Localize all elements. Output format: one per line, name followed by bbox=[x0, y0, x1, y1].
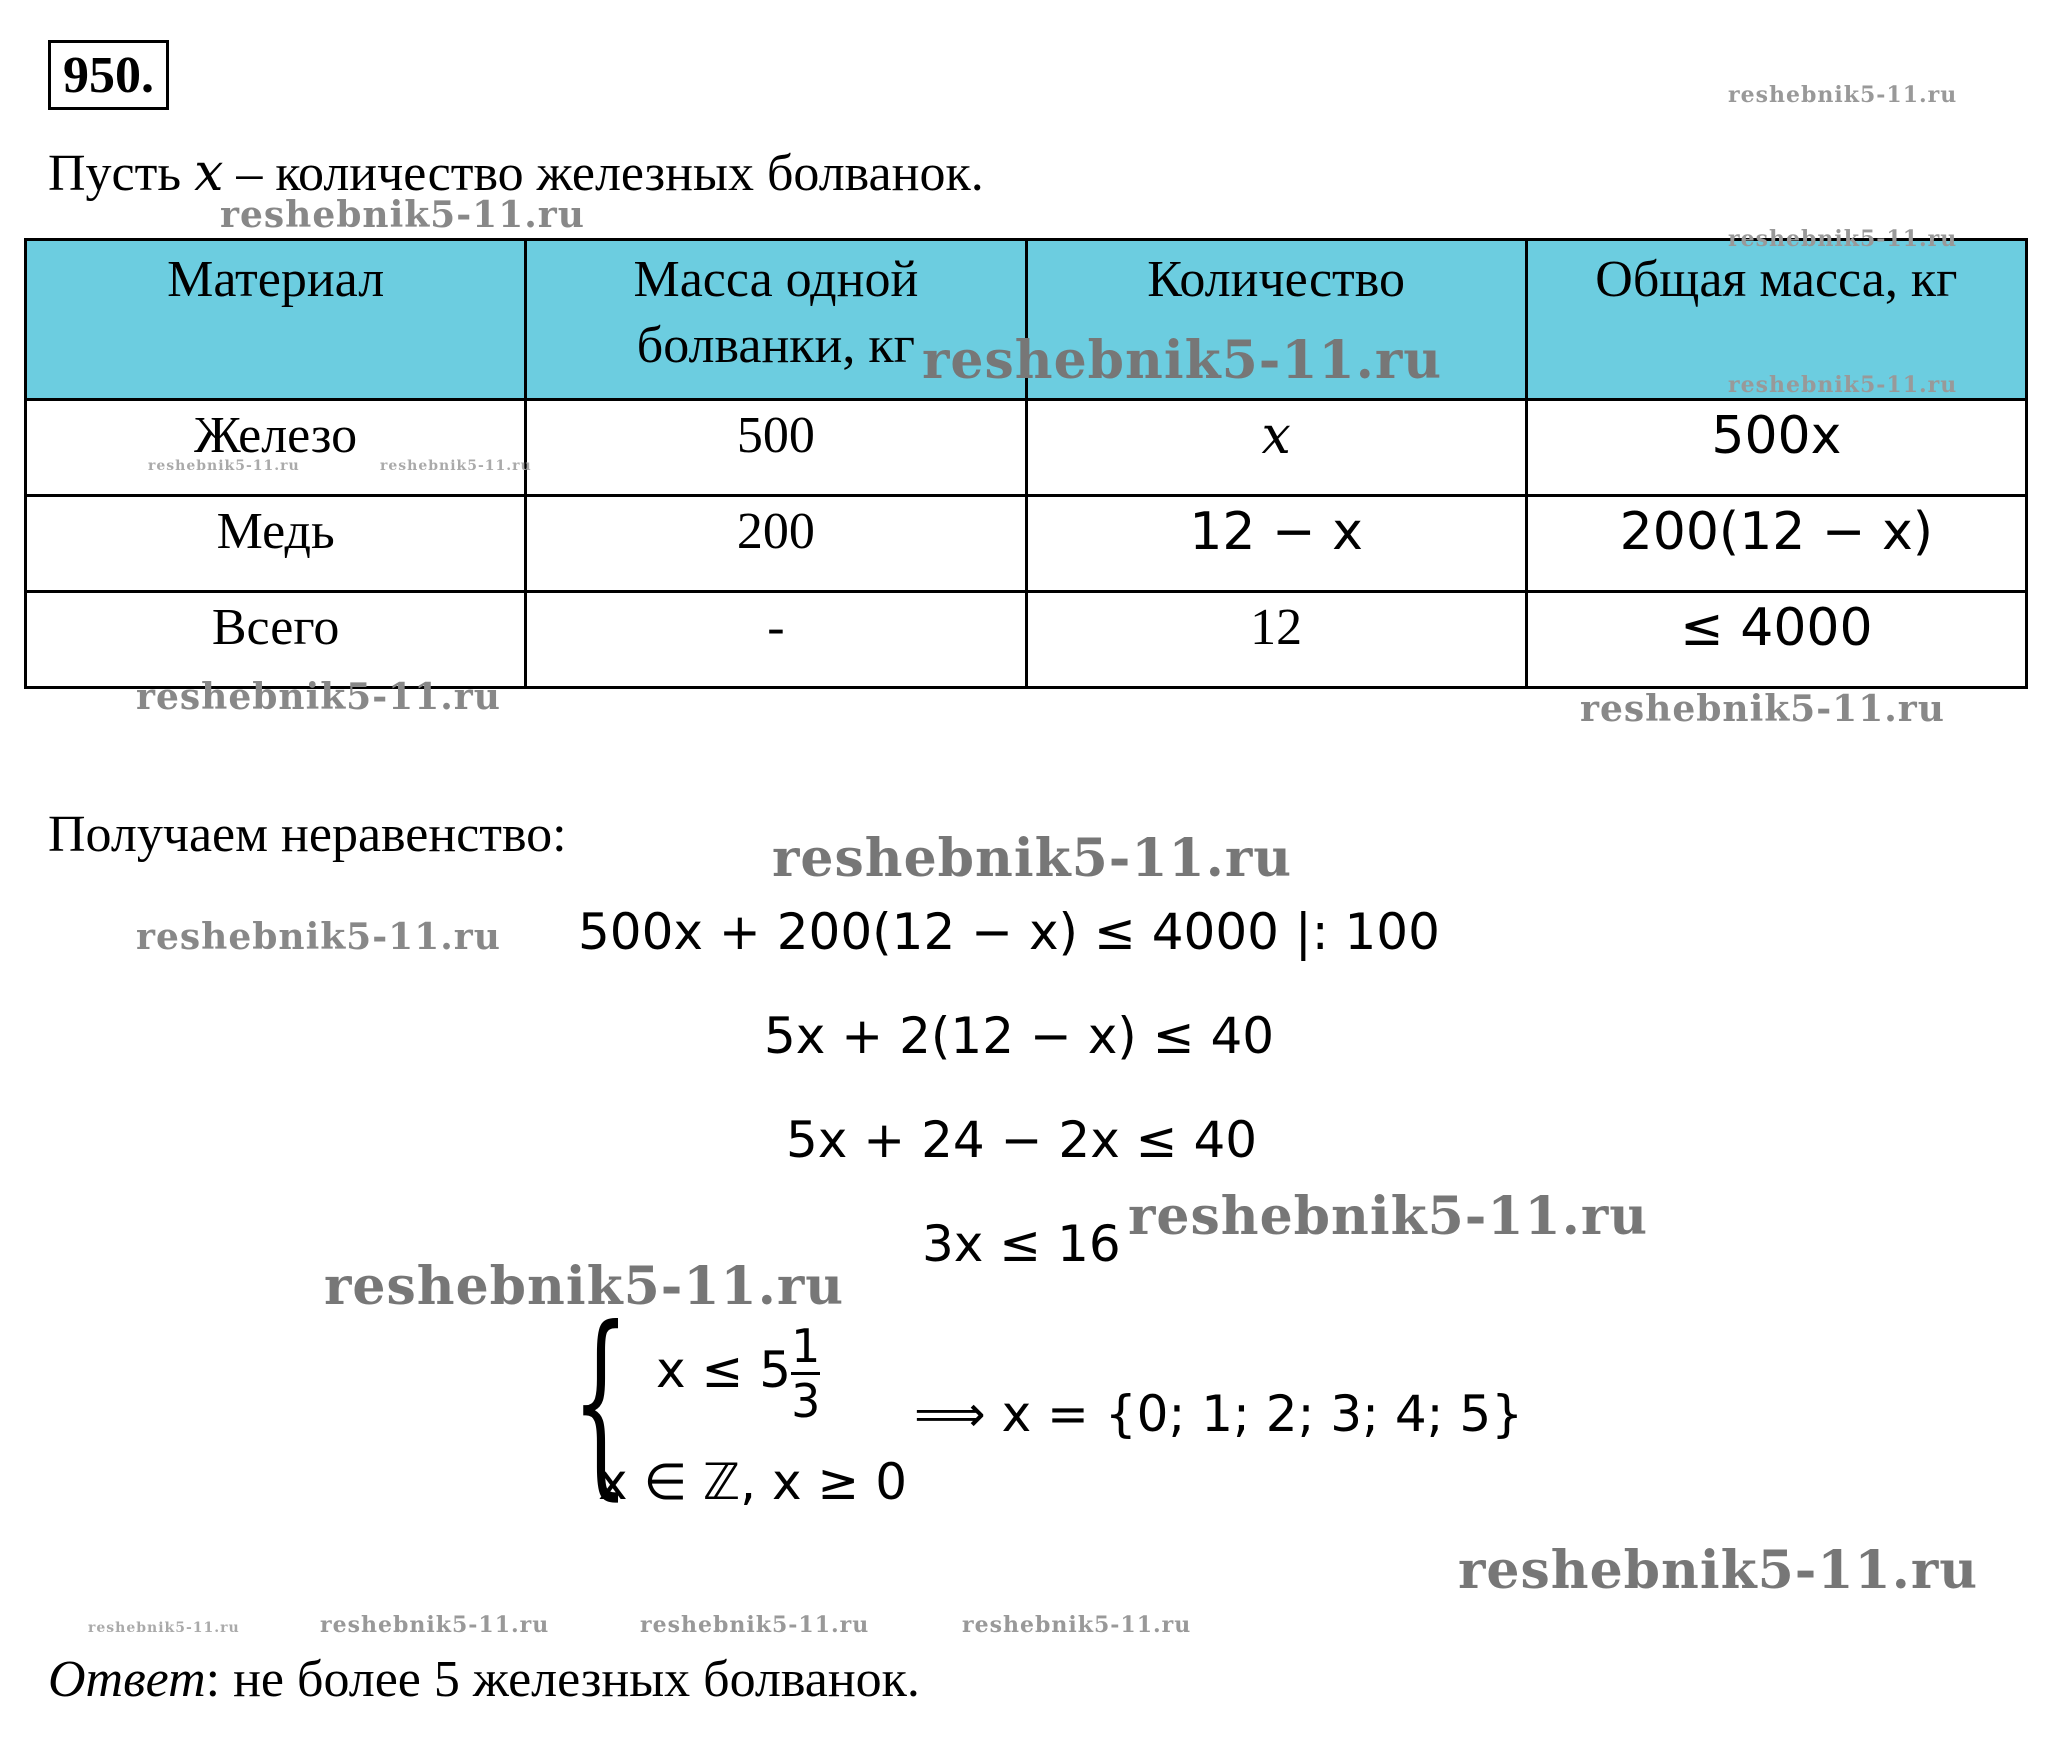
watermark: reshebnik5-11.ru bbox=[1580, 688, 1945, 730]
system-result: ⟹ x = {0; 1; 2; 3; 4; 5} bbox=[914, 1385, 1524, 1443]
table-row bbox=[26, 496, 2027, 592]
header-unit-mass: Масса одной болванки, кг bbox=[526, 240, 1026, 400]
cell-material: Всего bbox=[26, 592, 526, 688]
fraction-denominator: 3 bbox=[791, 1374, 821, 1428]
cell-quantity: x bbox=[1026, 400, 1526, 496]
equation-step-1: 500x + 200(12 − x) ≤ 4000 |: 100 bbox=[578, 903, 1440, 961]
watermark: reshebnik5-11.ru bbox=[1458, 1540, 1979, 1601]
header-total-mass: Общая масса, кг bbox=[1526, 240, 2026, 400]
table-row bbox=[26, 592, 2027, 688]
equation-step-4: 3x ≤ 16 bbox=[922, 1215, 1121, 1273]
system-line-1-text: x ≤ 5 bbox=[656, 1341, 792, 1399]
watermark: reshebnik5-11.ru bbox=[962, 1612, 1192, 1638]
watermark: reshebnik5-11.ru bbox=[148, 458, 300, 474]
cell-unit-mass: 200 bbox=[526, 496, 1026, 592]
cell-total-mass: 500x bbox=[1526, 400, 2026, 496]
answer-text: : не более 5 железных болванок. bbox=[205, 1651, 920, 1708]
watermark: reshebnik5-11.ru bbox=[1728, 226, 1958, 252]
system-line-1 bbox=[656, 1320, 820, 1427]
watermark: reshebnik5-11.ru bbox=[220, 194, 585, 236]
cell-quantity: 12 − x bbox=[1026, 496, 1526, 592]
watermark: reshebnik5-11.ru bbox=[1728, 82, 1958, 108]
watermark: reshebnik5-11.ru bbox=[320, 1612, 550, 1638]
system-line-2: x ∈ ℤ, x ≥ 0 bbox=[598, 1453, 908, 1511]
fraction-numerator: 1 bbox=[791, 1319, 821, 1373]
cell-unit-mass: 500 bbox=[526, 400, 1026, 496]
watermark: reshebnik5-11.ru bbox=[922, 330, 1443, 391]
fraction bbox=[791, 1320, 820, 1427]
intro-prefix: Пусть bbox=[48, 145, 195, 202]
system-brace: { bbox=[572, 1285, 630, 1518]
intro-variable: x bbox=[194, 143, 224, 203]
watermark: reshebnik5-11.ru bbox=[136, 916, 501, 958]
cell-material: Железо bbox=[26, 400, 526, 496]
cell-unit-mass: - bbox=[526, 592, 1026, 688]
cell-total-mass: 200(12 − x) bbox=[1526, 496, 2026, 592]
answer-line bbox=[48, 1645, 920, 1715]
header-material: Материал bbox=[26, 240, 526, 400]
equation-step-2: 5x + 2(12 − x) ≤ 40 bbox=[764, 1007, 1275, 1065]
watermark: reshebnik5-11.ru bbox=[324, 1256, 845, 1317]
data-table bbox=[24, 238, 2028, 689]
cell-material: Медь bbox=[26, 496, 526, 592]
watermark: reshebnik5-11.ru bbox=[640, 1612, 870, 1638]
table-row bbox=[26, 400, 2027, 496]
watermark: reshebnik5-11.ru bbox=[1728, 372, 1958, 398]
header-quantity: Количество bbox=[1026, 240, 1526, 400]
answer-label: Ответ bbox=[48, 1651, 206, 1708]
problem-number: 950. bbox=[48, 40, 169, 110]
cell-total-mass: ≤ 4000 bbox=[1526, 592, 2026, 688]
intro-suffix: – количество железных болванок. bbox=[223, 145, 984, 202]
solution-sentence: Получаем неравенство: bbox=[48, 806, 567, 863]
equation-step-3: 5x + 24 − 2x ≤ 40 bbox=[786, 1111, 1258, 1169]
watermark: reshebnik5-11.ru bbox=[1128, 1186, 1649, 1247]
cell-quantity: 12 bbox=[1026, 592, 1526, 688]
watermark: reshebnik5-11.ru bbox=[136, 676, 501, 718]
watermark: reshebnik5-11.ru bbox=[88, 1620, 240, 1636]
watermark: reshebnik5-11.ru bbox=[380, 458, 532, 474]
watermark: reshebnik5-11.ru bbox=[772, 828, 1293, 889]
